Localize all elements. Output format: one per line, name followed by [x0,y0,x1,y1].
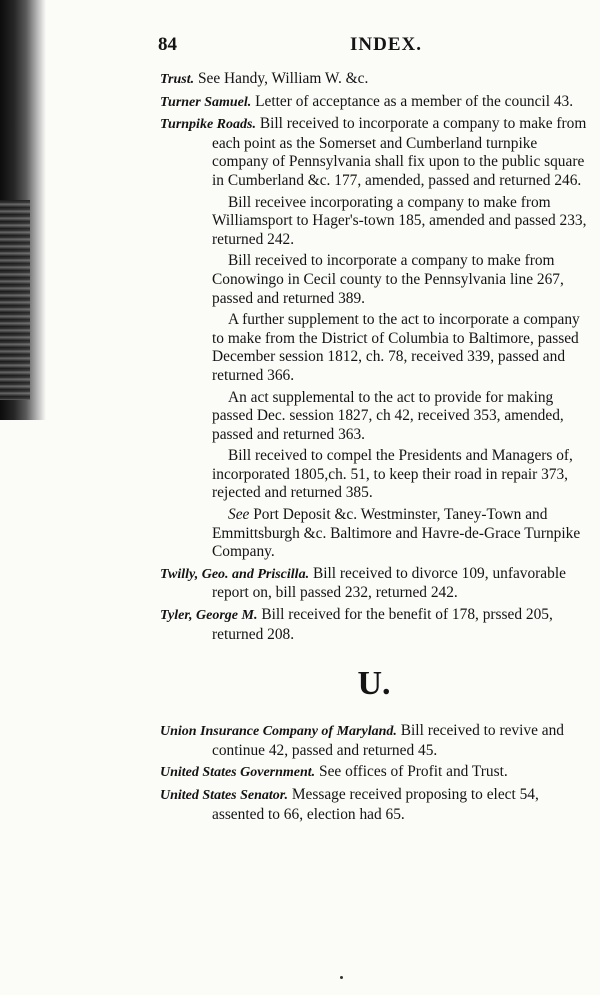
index-subentry: Bill received to incorporate a company to make from Conowingo in Cecil county to the Pennsylvania line 267, passed and returned 389. [212,252,564,307]
page-header [158,34,588,60]
entry-heading: Tyler, George M. [160,608,258,624]
index-entry [160,565,588,603]
index-entry [160,93,588,113]
index-page [160,70,588,827]
index-subentry: An act supplemental to the act to provide for making passed Dec. session 1827, ch 42, received 353, amended, passed and returned 363. [212,388,564,443]
entry-text: Bill received to divorce 109, unfavorable report on, bill passed 232, returned 242. [212,564,566,602]
entry-heading: United States Government. [160,765,316,781]
index-subentry: Bill receivee incorporating a company to make from Williamsport to Hager's-town 185, amended and passed 233, returned 242. [212,193,587,248]
see-label: See [228,506,250,524]
index-entry [160,70,588,90]
entry-text: Bill received to revive and continue 42, passed and returned 45. [212,722,564,759]
entry-text: Message received proposing to elect 54, assented to 66, election had 65. [212,786,539,823]
index-entry [160,786,588,824]
entry-heading: United States Senator. [160,788,288,803]
entry-text: See Handy, William W. &c. [197,70,369,87]
index-see-also [160,506,588,562]
entry-heading: Union Insurance Company of Maryland. [160,724,397,740]
ink-speck [340,976,343,979]
entry-heading: Trust. [160,72,195,87]
entry-text: Letter of acceptance as a member of the council 43. [255,92,574,110]
page-binding-edge [0,200,30,400]
index-entry [160,763,588,783]
entry-text: See offices of Profit and Trust. [319,763,508,781]
index-subentry: A further supplement to the act to incorporate a company to make from the District of Columbia to Baltimore, passed December session 1812, ch. 78, received 339, passed and returned 366. [212,311,580,384]
entry-heading: Turnpike Roads. [160,117,256,133]
index-entry [160,722,588,760]
index-entry [160,606,588,644]
section-letter-heading: U. [357,665,391,703]
index-subentry: Bill received to compel the Presidents and Managers of, incorporated 1805,ch. 51, to keep their road in repair 373, rejected and returned 385. [212,447,573,502]
running-title: INDEX. [350,34,422,55]
entry-heading: Twilly, Geo. and Priscilla. [160,566,310,582]
see-also-text: Port Deposit &c. Westminster, Taney-Town and Emmittsburgh &c. Baltimore and Havre-de-Grace Turnpike Company. [212,506,581,561]
page-number: 84 [158,34,177,55]
entry-text: Bill received to incorporate a company to make from each point as the Somerset and Cumberland turnpike company of Pennsylvania shall fix upon to the public square in Cumberland &c. 177, amended, passed and returned 246. [212,115,587,189]
entry-heading: Turner Samuel. [160,94,252,110]
index-entry [160,115,588,190]
entry-text: Bill received for the benefit of 178, prssed 205, returned 208. [212,606,553,643]
